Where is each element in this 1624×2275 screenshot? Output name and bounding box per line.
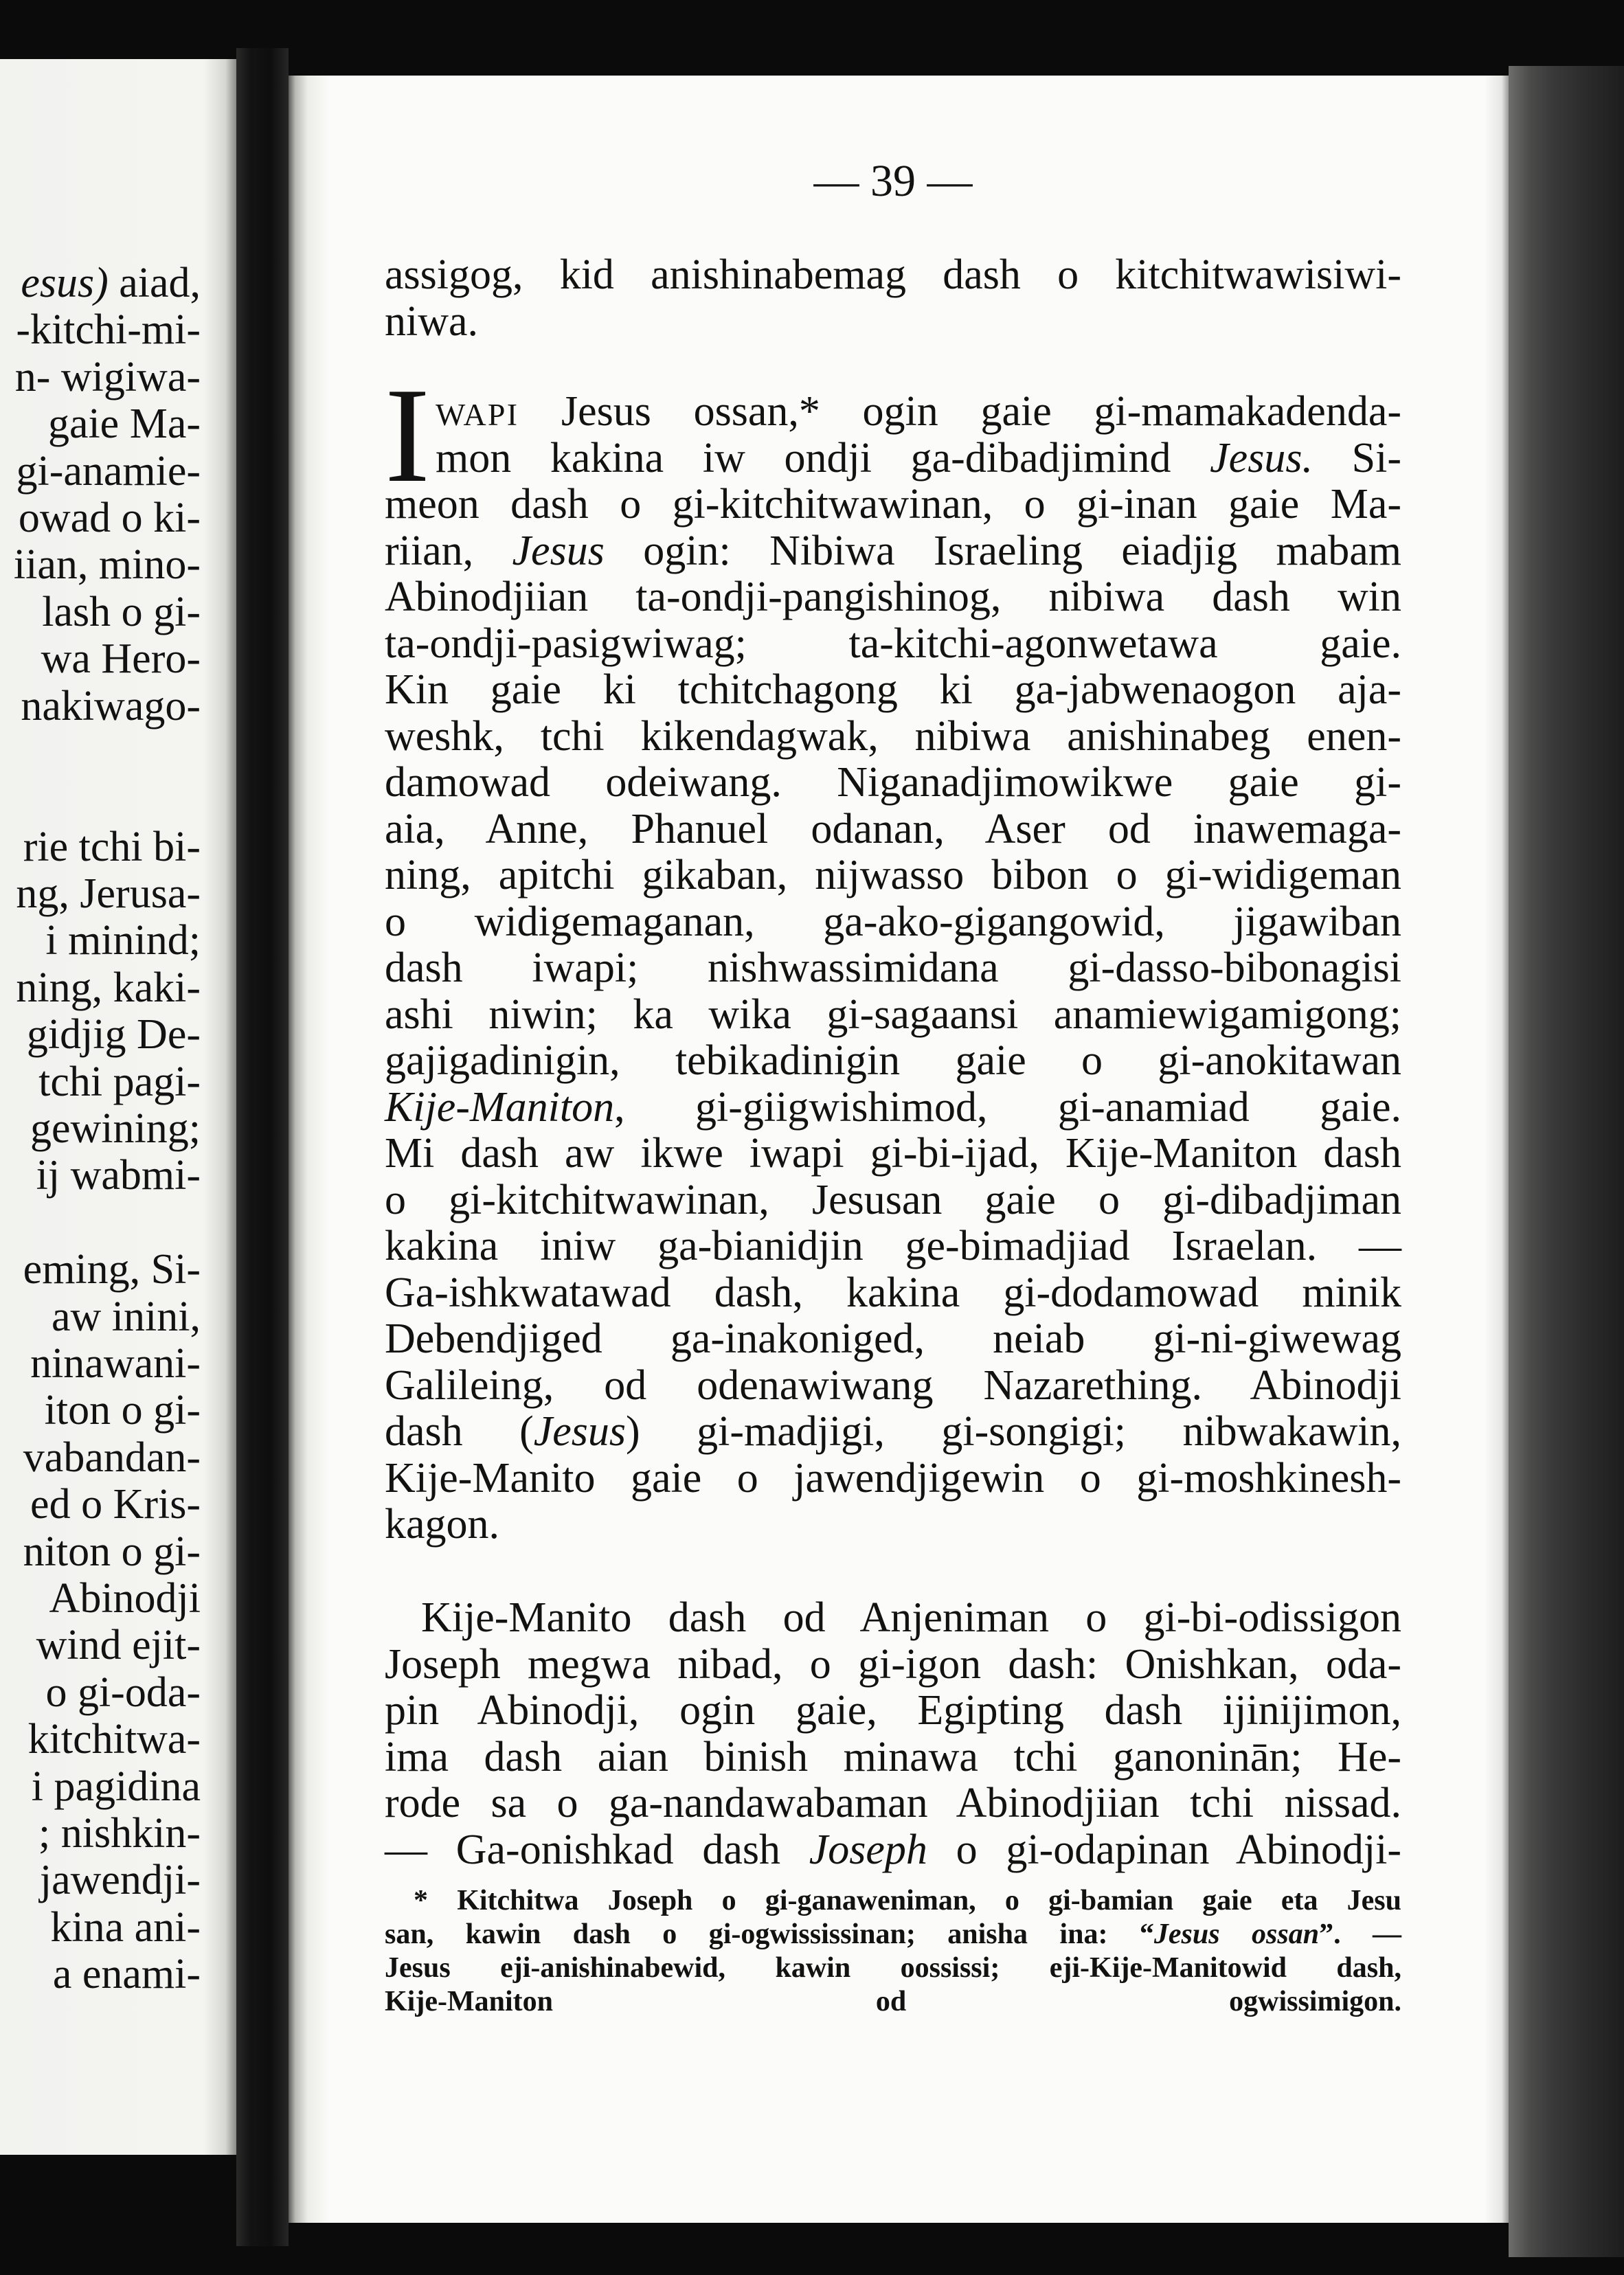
text-run: jawendji-: [39, 1857, 201, 1904]
text-run: ning, kaki-: [16, 964, 201, 1011]
left-page-line: [0, 1810, 201, 1857]
text-run: gajigadinigin, tebikadinigin gaie o gi-anokitawan: [385, 1037, 1401, 1084]
left-page-line: [0, 1387, 201, 1434]
text-line: [385, 1270, 1401, 1317]
text-run: gi-anamie-: [16, 447, 201, 495]
left-page-line: [0, 306, 201, 353]
footnote-line: [385, 1951, 1401, 1985]
text-run: gewining;: [30, 1105, 201, 1153]
text-line: [385, 1734, 1401, 1781]
italic-text: Joseph: [809, 1826, 927, 1873]
text-line: [385, 992, 1401, 1039]
text-run: Kin gaie ki tchitchagong ki ga-jabwenaogon aja-: [385, 666, 1401, 713]
text-line: [385, 1502, 1401, 1548]
left-page-line: [0, 729, 201, 776]
text-line: [385, 714, 1401, 760]
left-page-line: [0, 824, 201, 870]
text-run: meon dash o gi-kitchitwawinan, o gi-inan gaie Ma-: [385, 481, 1401, 528]
left-page-line: [0, 495, 201, 541]
text-run: i minind;: [45, 917, 201, 964]
text-run: ashi niwin; ka wika gi-sagaansi anamiewigamigong;: [385, 991, 1401, 1038]
text-run: Jesus ossan,* ogin gaie gi-mamakadenda-: [519, 388, 1401, 435]
text-run: Mi dash aw ikwe iwapi gi-bi-ijad, Kije-Maniton dash: [385, 1130, 1401, 1177]
text-run: ning, apitchi gikaban, nijwasso bibon o gi-widigeman: [385, 852, 1401, 898]
left-page-line: [0, 1763, 201, 1810]
left-page-line: [0, 1857, 201, 1903]
text-line: [385, 1595, 1401, 1642]
left-page-line: [0, 448, 201, 495]
footnote-line: [385, 1918, 1401, 1951]
text-run: ) gi-madjigi, gi-songigi; nibwakawin,: [626, 1408, 1401, 1455]
left-page-line: [0, 1575, 201, 1622]
left-page-line: [0, 354, 201, 400]
text-run: ij wabmi-: [36, 1152, 201, 1199]
left-page-line: [0, 260, 201, 306]
left-page-line: [0, 1246, 201, 1293]
left-page-line: [0, 1434, 201, 1481]
text-run: ed o Kris-: [30, 1481, 201, 1528]
left-page-line: [0, 589, 201, 635]
text-run: aw inini,: [52, 1293, 201, 1340]
italic-text: Kije-Maniton: [385, 1083, 615, 1131]
italic-text: Jesus.: [1210, 434, 1313, 482]
text-line: [385, 899, 1401, 946]
text-run: i pagidina: [31, 1763, 201, 1810]
text-run: Jesus eji-anishinabewid, kawin oossissi; eji-Kije-Manitowid dash,: [385, 1952, 1401, 1984]
text-line: [385, 1827, 1401, 1874]
text-run: * Kitchitwa Joseph o gi-ganaweniman, o gi-bamian gaie eta Jesu: [414, 1885, 1401, 1916]
text-run: owad o ki-: [18, 494, 201, 541]
text-run: aia, Anne, Phanuel odanan, Aser od inawemaga-: [385, 805, 1401, 852]
text-run: pin Abinodji, ogin gaie, Egipting dash ijinijimon,: [385, 1687, 1401, 1734]
text-run: eming, Si-: [23, 1246, 201, 1293]
book-edge: [1509, 66, 1624, 2257]
left-page-line: [0, 1011, 201, 1058]
text-run: kakina iniw ga-bianidjin ge-bimadjiad Israelan. —: [385, 1223, 1401, 1269]
italic-text: Jesus ossan: [1153, 1919, 1320, 1950]
left-page-line: [0, 1716, 201, 1763]
text-line: [385, 1038, 1401, 1085]
text-line: [385, 621, 1401, 668]
text-run: wa Hero-: [41, 635, 201, 683]
text-run: n- wigiwa-: [14, 353, 201, 400]
text-run: Abinodjiian ta-ondji-pangishinog, nibiwa dash win: [385, 574, 1401, 620]
left-page-line: [0, 776, 201, 823]
text-run: Abinodji: [49, 1574, 201, 1622]
text-run: ogin: Nibiwa Israeling eiadjig mabam: [604, 527, 1401, 574]
text-run: , gi-giigwishimod, gi-anamiad gaie.: [614, 1083, 1401, 1131]
text-line: [385, 574, 1401, 621]
text-line: [385, 389, 1401, 435]
text-run: ta-ondji-pasigwiwag; ta-kitchi-agonwetawa gaie.: [385, 620, 1401, 667]
text-run: o gi-oda-: [45, 1668, 201, 1716]
italic-text: Jesus: [533, 1408, 627, 1455]
text-run: dash iwapi; nishwassimidana gi-dasso-bibonagisi: [385, 944, 1401, 991]
left-page-line: [0, 1340, 201, 1387]
text-line: [385, 852, 1401, 899]
text-line: [385, 667, 1401, 714]
text-run: gidjig De-: [26, 1011, 201, 1059]
text-line: [385, 435, 1401, 482]
text-line: [385, 806, 1401, 853]
paragraph: [385, 1595, 1401, 1873]
paragraph: [385, 360, 1401, 1548]
left-page-line: [0, 1199, 201, 1246]
left-page-line: [0, 1293, 201, 1340]
left-page-line: [0, 1904, 201, 1951]
text-line: [385, 1456, 1401, 1502]
text-run: iton o gi-: [44, 1387, 201, 1434]
text-run: niwa.: [385, 297, 479, 345]
text-run: Kije-Maniton od ogwissimigon.: [385, 1986, 1401, 2017]
text-run: kitchitwa-: [27, 1716, 201, 1763]
left-page-line: [0, 400, 201, 447]
left-page-line: [0, 1528, 201, 1575]
left-page-text: [0, 260, 201, 1997]
text-line: [385, 1085, 1401, 1131]
page-number: — 39 —: [813, 156, 973, 206]
text-line: [385, 1780, 1401, 1827]
paragraph: [385, 252, 1401, 345]
text-run: wind ejit-: [36, 1622, 201, 1669]
left-page-line: [0, 1669, 201, 1716]
text-line: [385, 1363, 1401, 1410]
text-run: Kije-Manito dash od Anjeniman o gi-bi-odissigon: [421, 1594, 1401, 1641]
left-page-line: [0, 1105, 201, 1152]
text-run: o widigemaganan, ga-ako-gigangowid, jigawiban: [385, 898, 1401, 945]
page-gutter: [236, 48, 289, 2246]
text-run: nakiwago-: [21, 682, 201, 729]
text-run: Kije-Manito gaie o jawendjigewin o gi-moshkinesh-: [385, 1454, 1401, 1502]
text-run: Si-: [1312, 434, 1401, 482]
left-page-line: [0, 541, 201, 588]
footnote-line: [385, 1985, 1401, 2019]
text-run: weshk, tchi kikendagwak, nibiwa anishinabeg enen-: [385, 712, 1401, 760]
text-line: [385, 1131, 1401, 1177]
text-line: [385, 528, 1401, 575]
left-page-line: [0, 683, 201, 729]
text-run: iian, mino-: [13, 541, 201, 589]
text-run: Joseph megwa nibad, o gi-igon dash: Onishkan, oda-: [385, 1640, 1401, 1688]
text-run: rie tchi bi-: [23, 823, 201, 870]
text-run: riian,: [385, 527, 512, 574]
text-run: Ga-ishkwatawad dash, kakina gi-dodamowad minik: [385, 1269, 1401, 1316]
text-line: [385, 1177, 1401, 1224]
text-run: kina ani-: [50, 1903, 201, 1951]
text-line: [385, 1223, 1401, 1270]
text-run: ng, Jerusa-: [16, 870, 201, 918]
text-run: dash (: [385, 1408, 534, 1455]
text-line: [385, 482, 1401, 528]
left-page-line: [0, 964, 201, 1011]
text-line: [385, 299, 1401, 346]
left-page-line: [0, 917, 201, 964]
italic-text: esus): [21, 260, 109, 306]
left-page-line: [0, 1059, 201, 1105]
text-run: Debendjiged ga-inakoniged, neiab gi-ni-giwewag: [385, 1315, 1401, 1362]
text-run: -kitchi-mi-: [16, 306, 201, 354]
left-page-line: [0, 635, 201, 682]
text-run: o gi-kitchitwawinan, Jesusan gaie o gi-dibadjiman: [385, 1176, 1401, 1223]
italic-text: Jesus: [512, 527, 605, 574]
left-page-line: [0, 1152, 201, 1199]
text-run: tchi pagi-: [38, 1058, 201, 1105]
text-run: ninawani-: [30, 1339, 201, 1387]
left-page-line: [0, 870, 201, 917]
left-page-line: [0, 1622, 201, 1668]
left-page-line: [0, 1481, 201, 1528]
footnote-line: [385, 1884, 1401, 1918]
text-run: Galileing, od odenawiwang Nazarething. Abinodji: [385, 1361, 1401, 1409]
text-run: — Ga-onishkad dash: [385, 1826, 809, 1873]
text-run: aiad,: [108, 260, 201, 306]
text-line: [385, 1409, 1401, 1456]
text-line: [385, 1316, 1401, 1363]
small-caps-text: WAPI: [436, 397, 519, 432]
text-run: a enami-: [52, 1951, 201, 1998]
text-run: ”. —: [1319, 1919, 1401, 1950]
text-run: ; nishkin-: [38, 1809, 201, 1857]
text-line: [385, 945, 1401, 992]
text-line: [385, 1642, 1401, 1688]
text-run: san, kawin dash o gi-ogwississinan; anisha ina: “: [385, 1919, 1154, 1950]
text-run: damowad odeiwang. Niganadjimowikwe gaie gi-: [385, 759, 1401, 806]
text-run: niton o gi-: [23, 1528, 201, 1575]
drop-cap: I: [385, 360, 430, 510]
footnote: [385, 1884, 1401, 2019]
text-run: kagon.: [385, 1501, 500, 1548]
left-page: [0, 59, 236, 2155]
text-run: vabandan-: [23, 1434, 201, 1481]
text-run: o gi-odapinan Abinodji-: [927, 1826, 1401, 1873]
text-line: [385, 1688, 1401, 1734]
text-run: rode sa o ga-nandawabaman Abinodjiian tchi nissad.: [385, 1780, 1401, 1826]
text-line: [385, 760, 1401, 806]
text-run: assigog, kid anishinabemag dash o kitchitwawisiwi-: [385, 251, 1401, 298]
text-run: mon kakina iw ondji ga-dibadjimind: [436, 434, 1210, 482]
text-line: [385, 252, 1401, 299]
left-page-line: [0, 1951, 201, 1997]
text-column: [385, 252, 1401, 2019]
text-run: lash o gi-: [42, 588, 201, 635]
text-run: gaie Ma-: [47, 400, 201, 448]
text-run: ima dash aian binish minawa tchi ganoninān; He-: [385, 1733, 1401, 1780]
